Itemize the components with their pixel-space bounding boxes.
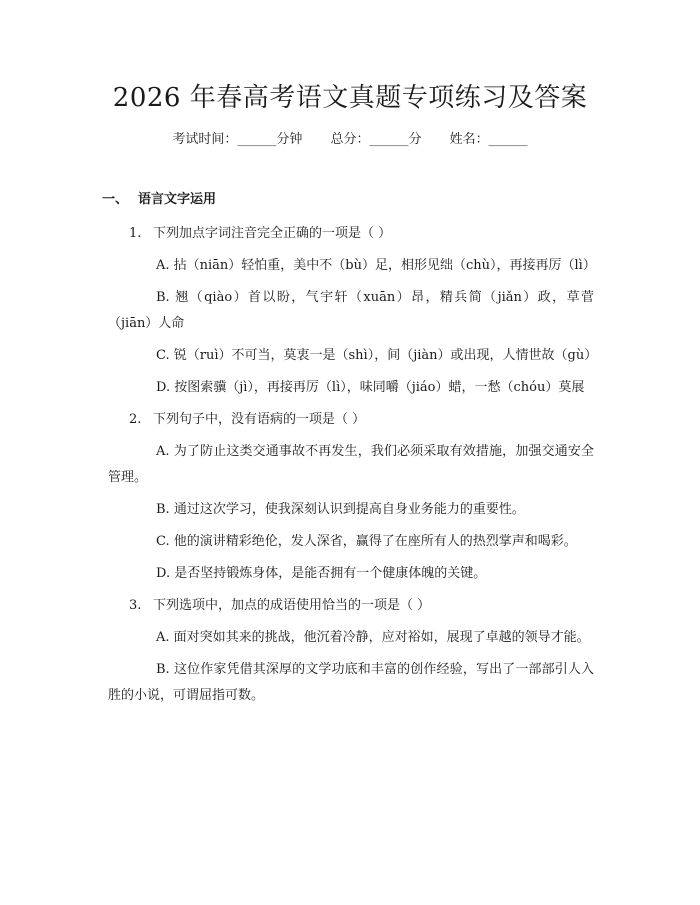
answer-option: A. 拈（niān）轻怕重，美中不（bù）足，相形见绌（chù），再接再厉（lì）	[156, 258, 596, 273]
exam-time-label: 考试时间：______分钟	[172, 132, 303, 147]
answer-option: A. 为了防止这类交通事故不再发生，我们必须采取有效措施，加强交通安全管理。	[108, 444, 594, 485]
question-number: 2.	[129, 412, 142, 427]
answer-option: C. 他的演讲精彩绝伦，发人深省，赢得了在座所有人的热烈掌声和喝彩。	[156, 534, 577, 549]
section-title: 语言文字运用	[138, 192, 217, 207]
question-number: 1.	[129, 226, 142, 241]
answer-option: B. 翘（qiào）首以盼，气宇轩（xuān）昂，精兵简（jiǎn）政，草菅（jiān）人命	[108, 290, 594, 331]
exam-meta	[0, 130, 700, 150]
answer-option: D. 按图索骥（jì），再接再厉（lì），味同嚼（jiáo）蜡，一愁（chóu）莫展	[156, 380, 585, 395]
section-number: 一、	[102, 192, 129, 207]
question-list	[108, 221, 598, 715]
question-text: 下列选项中，加点的成语使用恰当的一项是（ ）	[153, 598, 431, 613]
question-number: 3.	[129, 598, 142, 613]
answer-option: A. 面对突如其来的挑战，他沉着冷静，应对裕如，展现了卓越的领导才能。	[156, 630, 590, 645]
document-title: 2026 年春高考语文真题专项练习及答案	[112, 83, 588, 113]
student-name-label: 姓名：______	[449, 132, 528, 147]
answer-option: C. 锐（ruì）不可当，莫衷一是（shì），间（jiàn）或出现，人情世故（gù）	[156, 348, 598, 363]
section-heading	[102, 190, 216, 210]
answer-option: B. 通过这次学习，使我深刻认识到提高自身业务能力的重要性。	[156, 502, 525, 517]
total-score-label: 总分：______分	[330, 132, 422, 147]
question-text: 下列加点字词注音完全正确的一项是（ ）	[153, 226, 392, 241]
question-text: 下列句子中，没有语病的一项是（ ）	[153, 412, 366, 427]
answer-option: D. 是否坚持锻炼身体，是能否拥有一个健康体魄的关键。	[156, 566, 487, 581]
answer-option: B. 这位作家凭借其深厚的文学功底和丰富的创作经验，写出了一部部引人入胜的小说，可谓屈指可数。	[108, 662, 594, 703]
question-stem	[108, 407, 594, 433]
question-stem	[108, 221, 594, 247]
question-stem	[108, 593, 594, 619]
